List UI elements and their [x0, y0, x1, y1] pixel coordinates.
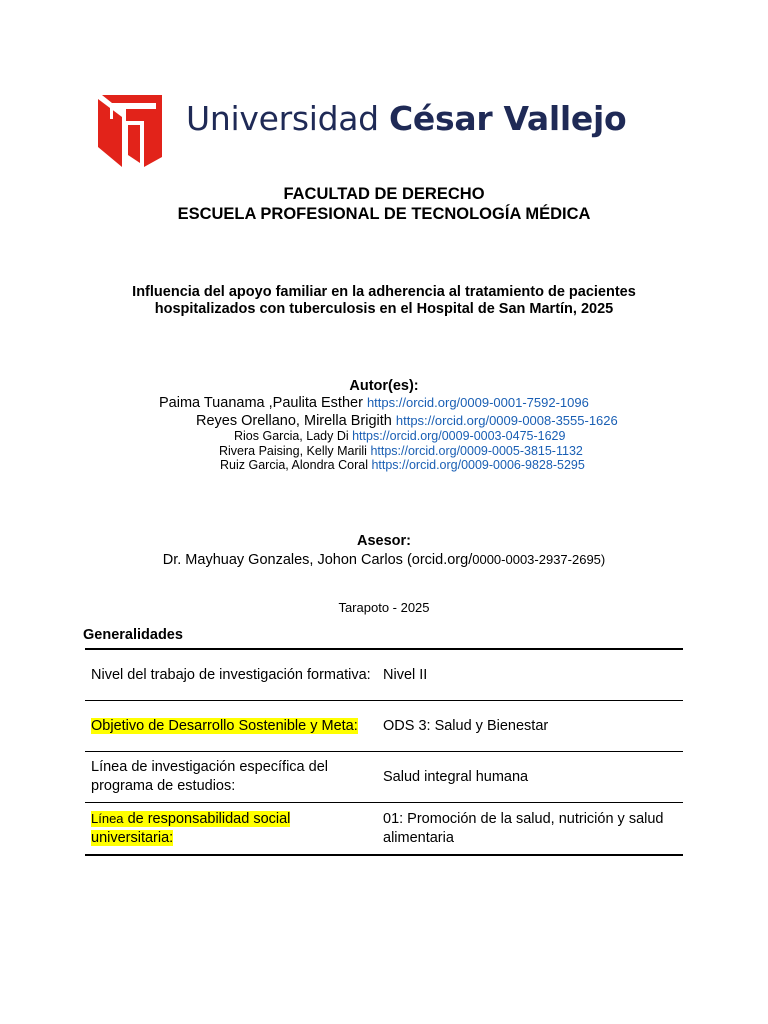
table-row: [85, 701, 683, 752]
author-entry: Rivera Paising, Kelly Marili https://orcid.org/0009-0005-3815-1132: [219, 444, 583, 458]
row-value: 01: Promoción de la salud, nutrición y salud alimentaria: [377, 803, 683, 856]
row-label: Línea de investigación específica del programa de estudios:: [85, 752, 377, 803]
orcid-link[interactable]: https://orcid.org/0009-0006-9828-5295: [371, 458, 585, 472]
generalidades-table: [85, 648, 683, 856]
table-row: [85, 649, 683, 701]
place-date: Tarapoto - 2025: [338, 600, 430, 615]
university-name: Universidad César Vallejo: [186, 99, 627, 138]
row-label: Nivel del trabajo de investigación formativa:: [85, 649, 377, 701]
author-entry: Ruiz Garcia, Alondra Coral https://orcid.org/0009-0006-9828-5295: [220, 458, 585, 472]
orcid-link[interactable]: https://orcid.org/0009-0001-7592-1096: [366, 395, 589, 410]
university-logo: [98, 95, 638, 167]
thesis-title: Influencia del apoyo familiar en la adherencia al tratamiento de pacientes hospitalizados con tuberculosis en el Hospital de San Martín, 2025: [132, 284, 636, 317]
advisor-heading: Asesor:: [357, 533, 411, 549]
author-entry: Rios Garcia, Lady Di https://orcid.org/0009-0003-0475-1629: [234, 429, 566, 443]
author-entry: Reyes Orellano, Mirella Brigith https://orcid.org/0009-0008-3555-1626: [196, 413, 618, 429]
author-entry: Paima Tuanama ,Paulita Esther https://orcid.org/0009-0001-7592-1096: [159, 395, 589, 411]
row-value: Salud integral humana: [377, 752, 683, 803]
row-label: Objetivo de Desarrollo Sostenible y Meta:: [85, 701, 377, 752]
row-value: Nivel II: [377, 649, 683, 701]
generalidades-heading: Generalidades: [83, 627, 183, 643]
faculty-name: FACULTAD DE DERECHO: [283, 185, 485, 203]
university-shield-icon: [98, 95, 164, 167]
orcid-link[interactable]: https://orcid.org/0009-0003-0475-1629: [352, 429, 566, 443]
faculty-heading: [0, 184, 768, 224]
school-name: ESCUELA PROFESIONAL DE TECNOLOGÍA MÉDICA: [177, 205, 591, 223]
table-row: [85, 803, 683, 856]
table-row: [85, 752, 683, 803]
orcid-link[interactable]: https://orcid.org/0009-0005-3815-1132: [370, 444, 583, 458]
authors-heading: Autor(es):: [349, 378, 419, 394]
row-label: Línea de responsabilidad social universitaria:: [85, 803, 377, 856]
orcid-link[interactable]: https://orcid.org/0009-0008-3555-1626: [395, 413, 618, 428]
advisor-entry: Dr. Mayhuay Gonzales, Johon Carlos (orcid.org/0000-0003-2937-2695): [162, 552, 606, 568]
row-value: ODS 3: Salud y Bienestar: [377, 701, 683, 752]
